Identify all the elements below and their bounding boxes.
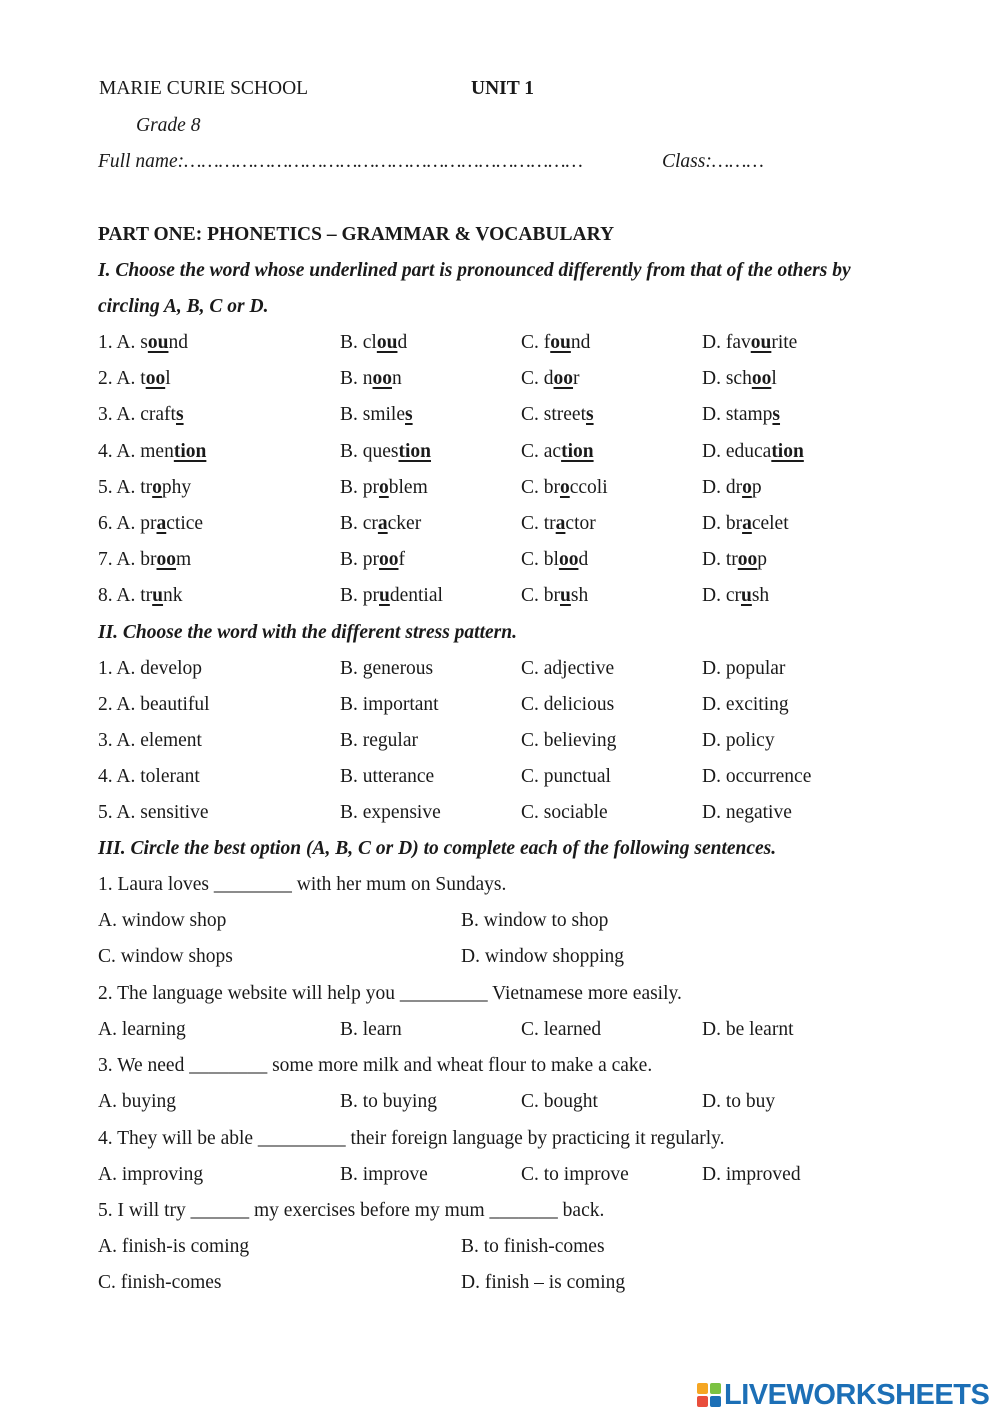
option-text: p — [757, 549, 767, 571]
section1-title-line2: circling A, B, C or D. — [98, 296, 269, 317]
underlined-part: u — [740, 585, 752, 607]
option-text: d — [578, 549, 589, 571]
phonetics-option[interactable] — [702, 586, 769, 606]
q4-option-b[interactable]: B. improve — [340, 1164, 428, 1185]
q3-stem: 3. We need ________ some more milk and wheat flour to make a cake. — [98, 1055, 653, 1076]
phonetics-option[interactable] — [521, 514, 596, 534]
underlined-part: u — [560, 585, 571, 607]
section1-title-line1: I. Choose the word whose underlined part is pronounced differently from that of the others by — [98, 260, 851, 281]
section2-title: II. Choose the word with the different stress pattern. — [98, 622, 517, 643]
option-text: l — [165, 368, 171, 390]
stress-option[interactable]: C. believing — [521, 730, 617, 751]
stress-option[interactable]: D. exciting — [702, 694, 789, 715]
q1-option-a[interactable]: A. window shop — [98, 910, 227, 931]
stress-option[interactable]: B. regular — [340, 730, 418, 751]
option-text: ctor — [565, 513, 596, 534]
underlined-part: ou — [376, 332, 398, 353]
option-text: D. stamp — [702, 404, 773, 426]
phonetics-row — [0, 478, 1000, 502]
underlined-part: o — [560, 476, 570, 498]
phonetics-option[interactable] — [98, 333, 188, 353]
liveworksheets-mark-icon — [697, 1383, 721, 1407]
stress-option[interactable]: B. generous — [340, 658, 434, 679]
option-text: rite — [771, 332, 798, 353]
underlined-part: oo — [145, 368, 166, 390]
phonetics-row — [0, 369, 1000, 393]
option-text: sh — [751, 585, 770, 607]
q5-option-a[interactable]: A. finish-is coming — [98, 1236, 250, 1257]
full-name-field: Full name:…………………………………………………………… — [98, 151, 583, 172]
option-text: B. smile — [340, 404, 406, 426]
stress-row — [0, 659, 1000, 683]
underlined-part: oo — [558, 549, 579, 571]
underlined-part: ou — [147, 332, 169, 353]
option-text: 7. A. br — [98, 549, 157, 571]
option-text: C. bl — [521, 549, 559, 571]
option-text: p — [751, 476, 762, 498]
phonetics-option[interactable] — [521, 442, 594, 462]
liveworksheets-logo — [697, 1380, 989, 1410]
option-text: D. fav — [702, 332, 751, 353]
phonetics-option[interactable] — [521, 478, 608, 498]
phonetics-row — [0, 586, 1000, 610]
phonetics-option[interactable] — [340, 369, 402, 389]
option-text: 4. A. men — [98, 440, 174, 462]
part-title: PART ONE: PHONETICS – GRAMMAR & VOCABULARY — [98, 224, 615, 245]
option-text: B. pr — [340, 476, 379, 498]
phonetics-option[interactable] — [702, 514, 789, 534]
phonetics-option[interactable] — [98, 550, 191, 570]
stress-option[interactable]: C. delicious — [521, 694, 615, 715]
q3-option-a[interactable]: A. buying — [98, 1091, 176, 1112]
option-text: C. tr — [521, 513, 556, 534]
q3-option-d[interactable]: D. to buy — [702, 1091, 776, 1112]
stress-option[interactable]: D. policy — [702, 730, 775, 751]
option-text: 5. A. tr — [98, 476, 153, 498]
phonetics-option[interactable] — [98, 478, 191, 498]
q3-option-c[interactable]: C. bought — [521, 1091, 598, 1112]
underlined-part: s — [585, 404, 594, 426]
option-text: B. pr — [340, 549, 379, 571]
underlined-part: a — [377, 513, 388, 534]
option-text: 3. A. craft — [98, 404, 176, 426]
q2-option-d[interactable]: D. be learnt — [702, 1019, 794, 1040]
option-text: phy — [161, 476, 192, 498]
underlined-part: oo — [156, 549, 176, 571]
q2-option-b[interactable]: B. learn — [340, 1019, 402, 1040]
phonetics-option[interactable] — [340, 442, 431, 462]
underlined-part: s — [405, 404, 413, 426]
stress-option[interactable]: 4. A. tolerant — [98, 766, 200, 787]
option-text: ccoli — [569, 476, 608, 498]
phonetics-option[interactable] — [521, 369, 580, 389]
phonetics-option[interactable] — [702, 405, 780, 425]
underlined-part: oo — [553, 368, 574, 390]
option-text: B. cl — [340, 332, 377, 353]
q1-option-d[interactable]: D. window shopping — [461, 946, 625, 967]
stress-row — [0, 731, 1000, 755]
option-text: l — [771, 368, 777, 390]
q1-option-b[interactable]: B. window to shop — [461, 910, 609, 931]
q2-option-c[interactable]: C. learned — [521, 1019, 602, 1040]
underlined-part: o — [152, 476, 162, 498]
option-text: 6. A. pr — [98, 513, 157, 534]
phonetics-option[interactable] — [702, 550, 767, 570]
q5-option-c[interactable]: C. finish-comes — [98, 1272, 222, 1293]
option-text: f — [398, 549, 405, 571]
option-text: B. n — [340, 368, 373, 390]
underlined-part: oo — [379, 549, 399, 571]
class-field: Class:……… — [662, 151, 764, 172]
phonetics-option[interactable] — [702, 369, 777, 389]
option-text: d — [397, 332, 408, 353]
option-text: ctice — [166, 513, 204, 534]
phonetics-option[interactable] — [98, 369, 171, 389]
underlined-part: ou — [550, 332, 571, 353]
phonetics-option[interactable] — [340, 333, 407, 353]
unit-title: UNIT 1 — [471, 78, 535, 99]
option-text: C. street — [521, 404, 586, 426]
underlined-part: ou — [750, 332, 772, 353]
option-text: 2. A. t — [98, 368, 146, 390]
underlined-part: a — [555, 513, 566, 534]
phonetics-option[interactable] — [521, 405, 594, 425]
stress-option[interactable]: 1. A. develop — [98, 658, 202, 679]
option-text: sh — [570, 585, 589, 607]
stress-row — [0, 767, 1000, 791]
option-text: D. cr — [702, 585, 741, 607]
q2-option-a[interactable]: A. learning — [98, 1019, 186, 1040]
phonetics-option[interactable] — [340, 550, 405, 570]
underlined-part: tion — [771, 440, 804, 462]
phonetics-row — [0, 405, 1000, 429]
option-text: dential — [389, 585, 443, 607]
q3-option-b[interactable]: B. to buying — [340, 1091, 437, 1112]
phonetics-option[interactable] — [98, 442, 206, 462]
option-text: nk — [163, 585, 183, 607]
phonetics-option[interactable] — [702, 333, 797, 353]
phonetics-option[interactable] — [98, 586, 183, 606]
phonetics-row — [0, 514, 1000, 538]
option-text: D. sch — [702, 368, 752, 390]
school-name: MARIE CURIE SCHOOL — [99, 78, 309, 99]
phonetics-option[interactable] — [702, 478, 762, 498]
underlined-part: tion — [561, 440, 594, 462]
phonetics-option[interactable] — [521, 550, 588, 570]
stress-option[interactable]: 5. A. sensitive — [98, 802, 209, 823]
phonetics-option[interactable] — [340, 586, 443, 606]
q4-stem: 4. They will be able _________ their foreign language by practicing it regularly. — [98, 1128, 725, 1149]
underlined-part: s — [175, 404, 184, 426]
option-text: C. br — [521, 585, 560, 607]
section3-title: III. Circle the best option (A, B, C or D) to complete each of the following sentences. — [98, 838, 777, 859]
underlined-part: u — [379, 585, 390, 607]
underlined-part: tion — [398, 440, 432, 462]
stress-row — [0, 803, 1000, 827]
stress-option[interactable]: C. punctual — [521, 766, 611, 787]
option-text: B. ques — [340, 440, 399, 462]
q2-stem: 2. The language website will help you _________ Vietnamese more easily. — [98, 983, 682, 1004]
q5-option-b[interactable]: B. to finish-comes — [461, 1236, 605, 1257]
underlined-part: a — [742, 513, 752, 534]
underlined-part: tion — [173, 440, 207, 462]
phonetics-option[interactable] — [98, 405, 184, 425]
stress-row — [0, 695, 1000, 719]
phonetics-row — [0, 550, 1000, 574]
option-text: cker — [387, 513, 422, 534]
phonetics-option[interactable] — [340, 405, 413, 425]
option-text: celet — [751, 513, 789, 534]
option-text: r — [573, 368, 580, 390]
option-text: C. f — [521, 332, 551, 353]
option-text: C. d — [521, 368, 554, 390]
stress-option[interactable]: B. utterance — [340, 766, 435, 787]
option-text: D. dr — [702, 476, 743, 498]
q5-stem: 5. I will try ______ my exercises before my mum _______ back. — [98, 1200, 605, 1221]
stress-option[interactable]: D. popular — [702, 658, 786, 679]
stress-option[interactable]: 2. A. beautiful — [98, 694, 210, 715]
q1-stem: 1. Laura loves ________ with her mum on Sundays. — [98, 874, 507, 895]
underlined-part: o — [379, 476, 389, 498]
stress-option[interactable]: D. occurrence — [702, 766, 812, 787]
underlined-part: oo — [751, 368, 772, 390]
phonetics-option[interactable] — [340, 514, 421, 534]
stress-option[interactable]: B. important — [340, 694, 439, 715]
q1-option-c[interactable]: C. window shops — [98, 946, 233, 967]
liveworksheets-wordmark: LIVEWORKSHEETS — [724, 1378, 990, 1411]
option-text: nd — [168, 332, 188, 353]
stress-option[interactable]: C. adjective — [521, 658, 615, 679]
option-text: B. cr — [340, 513, 378, 534]
option-text: B. pr — [340, 585, 379, 607]
option-text: 8. A. tr — [98, 585, 153, 607]
option-text: C. ac — [521, 440, 562, 462]
option-text: blem — [388, 476, 428, 498]
phonetics-option[interactable] — [521, 333, 590, 353]
phonetics-option[interactable] — [98, 514, 203, 534]
stress-option[interactable]: 3. A. element — [98, 730, 202, 751]
q4-option-a[interactable]: A. improving — [98, 1164, 204, 1185]
option-text: nd — [570, 332, 591, 353]
stress-option[interactable]: B. expensive — [340, 802, 441, 823]
stress-option[interactable]: C. sociable — [521, 802, 608, 823]
phonetics-option[interactable] — [702, 442, 804, 462]
underlined-part: u — [152, 585, 164, 607]
option-text: C. br — [521, 476, 560, 498]
option-text: D. br — [702, 513, 743, 534]
phonetics-row — [0, 333, 1000, 357]
option-text: D. tr — [702, 549, 738, 571]
underlined-part: o — [742, 476, 752, 498]
grade-label: Grade 8 — [136, 115, 201, 136]
q4-option-c[interactable]: C. to improve — [521, 1164, 629, 1185]
underlined-part: a — [156, 513, 167, 534]
phonetics-row — [0, 442, 1000, 466]
option-text: D. educa — [702, 440, 772, 462]
phonetics-option[interactable] — [521, 586, 588, 606]
option-text: n — [392, 368, 402, 390]
q4-option-d[interactable]: D. improved — [702, 1164, 801, 1185]
phonetics-option[interactable] — [340, 478, 428, 498]
q5-option-d[interactable]: D. finish – is coming — [461, 1272, 626, 1293]
option-text: 1. A. s — [98, 332, 148, 353]
underlined-part: oo — [372, 368, 393, 390]
stress-option[interactable]: D. negative — [702, 802, 792, 823]
option-text: m — [176, 549, 192, 571]
underlined-part: s — [772, 404, 781, 426]
underlined-part: oo — [737, 549, 758, 571]
